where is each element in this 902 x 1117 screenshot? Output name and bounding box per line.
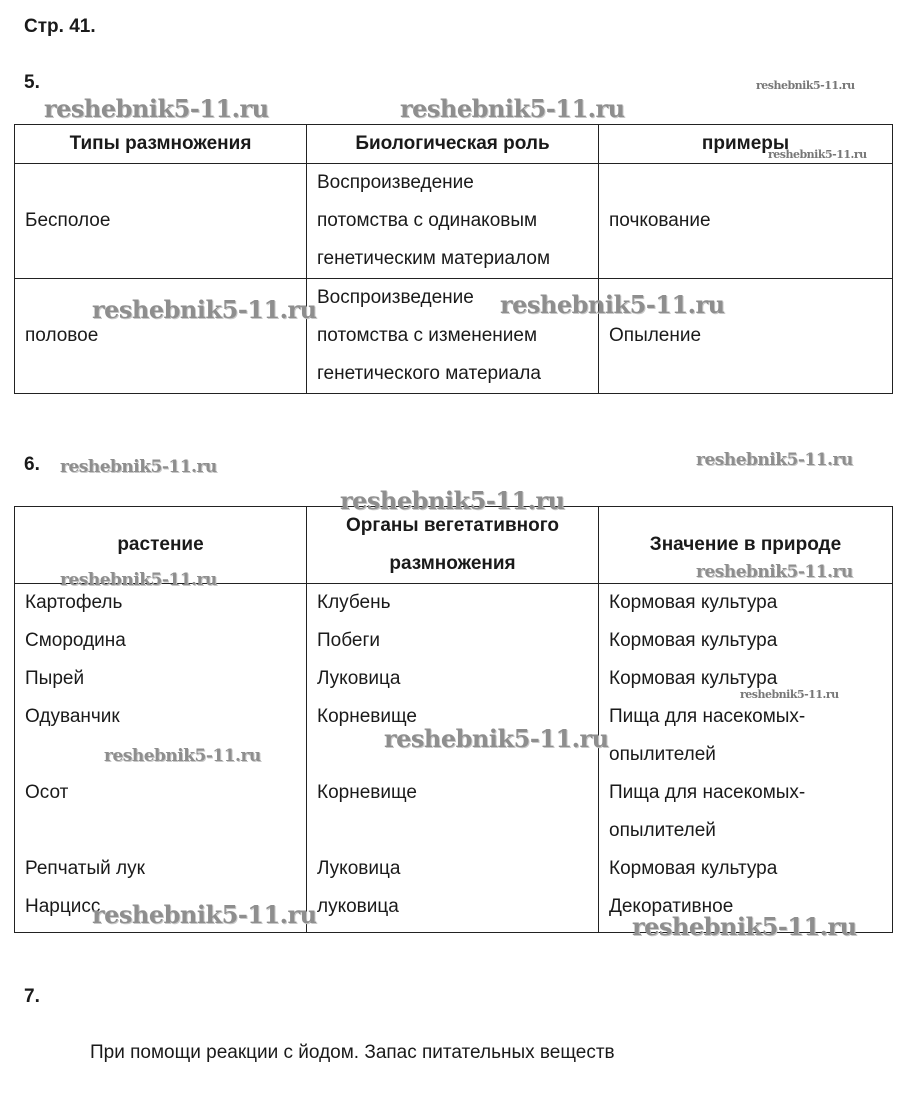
watermark: reshebnik5-11.ru: [768, 148, 867, 161]
table-header-row: [15, 507, 893, 584]
role-line: Воспроизведение: [317, 287, 474, 308]
watermark: reshebnik5-11.ru: [384, 724, 609, 753]
watermark: reshebnik5-11.ru: [696, 450, 853, 470]
watermark: reshebnik5-11.ru: [400, 94, 625, 123]
cell-type: Бесполое: [15, 164, 307, 279]
organ-item: луковица: [317, 896, 399, 917]
organ-item: Луковица: [317, 668, 401, 689]
role-line: генетического материала: [317, 363, 541, 384]
task-7-number: 7.: [24, 986, 40, 1007]
plant-item: Смородина: [25, 630, 126, 651]
organ-item: Побеги: [317, 630, 381, 651]
plants-column: [15, 584, 307, 933]
header-line: Органы вегетативного: [346, 515, 559, 536]
cell-type: половое: [15, 279, 307, 394]
vegetative-reproduction-table: [14, 506, 893, 933]
plant-item: Картофель: [25, 592, 123, 613]
watermark: reshebnik5-11.ru: [104, 746, 261, 766]
watermark: reshebnik5-11.ru: [696, 562, 853, 582]
organ-item: Корневище: [317, 782, 417, 803]
table-body-row: [15, 584, 893, 933]
value-item: Декоративное: [609, 896, 734, 917]
watermark: reshebnik5-11.ru: [756, 79, 855, 92]
header-line: размножения: [389, 553, 516, 574]
header-types: Типы размножения: [15, 125, 307, 164]
organ-item: Луковица: [317, 858, 401, 879]
watermark: reshebnik5-11.ru: [44, 94, 269, 123]
watermark: reshebnik5-11.ru: [92, 295, 317, 324]
task-7-answer: При помощи реакции с йодом. Запас питательных веществ: [90, 1042, 615, 1063]
header-organs: [307, 507, 599, 584]
organ-item: Корневище: [317, 706, 417, 727]
watermark: reshebnik5-11.ru: [60, 457, 217, 477]
header-value: Значение в природе: [599, 507, 893, 584]
reproduction-types-table: [14, 124, 893, 394]
table-row: [15, 279, 893, 394]
cell-role: [307, 279, 599, 394]
value-item: Кормовая культура: [609, 668, 778, 689]
role-line: потомства с изменением: [317, 325, 538, 346]
plant-item: Пырей: [25, 668, 85, 689]
values-column: [599, 584, 893, 933]
cell-example: Опыление: [599, 279, 893, 394]
plant-item: Осот: [25, 782, 69, 803]
organs-column: [307, 584, 599, 933]
value-item: Кормовая культура: [609, 630, 778, 651]
cell-role: [307, 164, 599, 279]
watermark: reshebnik5-11.ru: [92, 900, 317, 929]
organ-item: Клубень: [317, 592, 391, 613]
value-item: опылителей: [609, 820, 716, 841]
task-6-number: 6.: [24, 454, 40, 475]
page-heading: Стр. 41.: [24, 16, 96, 37]
table-header-row: [15, 125, 893, 164]
value-item: Пища для насекомых-: [609, 706, 806, 727]
value-item: Кормовая культура: [609, 592, 778, 613]
plant-item: Одуванчик: [25, 706, 120, 727]
header-role: Биологическая роль: [307, 125, 599, 164]
watermark: reshebnik5-11.ru: [60, 570, 217, 590]
table-row: [15, 164, 893, 279]
value-item: опылителей: [609, 744, 716, 765]
watermark: reshebnik5-11.ru: [740, 688, 839, 701]
plant-item: Нарцисс: [25, 896, 101, 917]
cell-example: почкование: [599, 164, 893, 279]
watermark: reshebnik5-11.ru: [632, 912, 857, 941]
watermark: reshebnik5-11.ru: [340, 486, 565, 515]
watermark: reshebnik5-11.ru: [500, 290, 725, 319]
plant-item: Репчатый лук: [25, 858, 145, 879]
role-line: Воспроизведение: [317, 172, 474, 193]
role-line: потомства с одинаковым: [317, 210, 538, 231]
role-line: генетическим материалом: [317, 248, 551, 269]
value-item: Пища для насекомых-: [609, 782, 806, 803]
header-examples: примеры: [599, 125, 893, 164]
task-5-number: 5.: [24, 72, 40, 93]
value-item: Кормовая культура: [609, 858, 778, 879]
header-plant: растение: [15, 507, 307, 584]
